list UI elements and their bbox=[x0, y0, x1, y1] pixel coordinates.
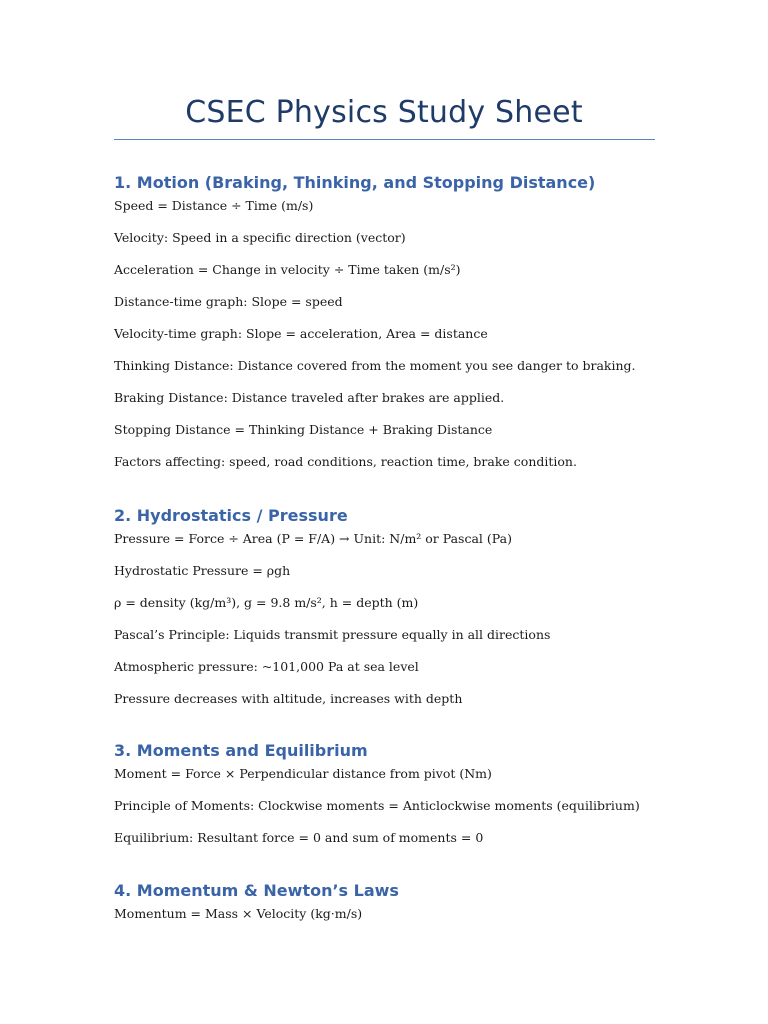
text-line: Momentum = Mass × Velocity (kg·m/s) bbox=[114, 906, 363, 921]
text-line: Velocity: Speed in a specific direction (vector) bbox=[114, 230, 406, 245]
section-hydrostatics bbox=[114, 506, 714, 707]
section-heading: 2. Hydrostatics / Pressure bbox=[114, 506, 348, 525]
section-heading: 4. Momentum & Newton’s Laws bbox=[114, 881, 399, 900]
section-moments bbox=[114, 741, 714, 846]
text-line: Pressure decreases with altitude, increases with depth bbox=[114, 691, 463, 706]
text-line: Speed = Distance ÷ Time (m/s) bbox=[114, 198, 314, 213]
text-line: Braking Distance: Distance traveled after brakes are applied. bbox=[114, 390, 505, 405]
document-title: CSEC Physics Study Sheet bbox=[185, 95, 583, 130]
text-line: Stopping Distance = Thinking Distance + Braking Distance bbox=[114, 422, 493, 437]
text-line: ρ = density (kg/m³), g = 9.8 m/s², h = depth (m) bbox=[114, 595, 419, 610]
text-line: Velocity-time graph: Slope = acceleration, Area = distance bbox=[114, 326, 488, 341]
section-heading: 1. Motion (Braking, Thinking, and Stopping Distance) bbox=[114, 173, 596, 192]
text-line: Equilibrium: Resultant force = 0 and sum of moments = 0 bbox=[114, 830, 484, 845]
section-heading: 3. Moments and Equilibrium bbox=[114, 741, 368, 760]
text-line: Moment = Force × Perpendicular distance from pivot (Nm) bbox=[114, 766, 492, 781]
section-motion bbox=[114, 173, 714, 470]
text-line: Pascal’s Principle: Liquids transmit pressure equally in all directions bbox=[114, 627, 551, 642]
text-line: Distance-time graph: Slope = speed bbox=[114, 294, 343, 309]
title-underline bbox=[114, 139, 655, 140]
text-line: Thinking Distance: Distance covered from the moment you see danger to braking. bbox=[114, 358, 636, 373]
text-line: Acceleration = Change in velocity ÷ Time taken (m/s²) bbox=[114, 262, 461, 277]
text-line: Atmospheric pressure: ~101,000 Pa at sea level bbox=[114, 659, 419, 674]
text-line: Factors affecting: speed, road conditions, reaction time, brake condition. bbox=[114, 454, 577, 469]
section-momentum bbox=[114, 881, 714, 922]
text-line: Hydrostatic Pressure = ρgh bbox=[114, 563, 291, 578]
text-line: Pressure = Force ÷ Area (P = F/A) → Unit: N/m² or Pascal (Pa) bbox=[114, 531, 512, 546]
text-line: Principle of Moments: Clockwise moments = Anticlockwise moments (equilibrium) bbox=[114, 798, 640, 813]
